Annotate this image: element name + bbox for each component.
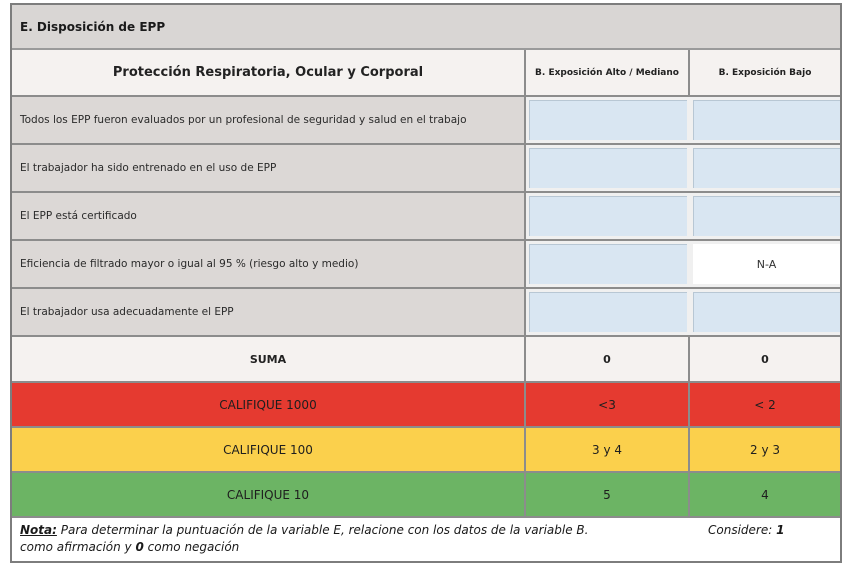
question-row <box>12 289 840 337</box>
answer-cell-high[interactable] <box>526 289 690 335</box>
answer-cell-high[interactable] <box>526 241 690 287</box>
question-text: Eficiencia de filtrado mayor o igual al 95 % (riesgo alto y medio) <box>12 241 526 287</box>
rating-threshold-low: 4 <box>690 473 840 516</box>
answer-cell-low[interactable] <box>690 193 840 239</box>
answer-cell-high[interactable] <box>526 97 690 143</box>
rating-threshold-low: 2 y 3 <box>690 428 840 471</box>
rating-threshold-high: <3 <box>526 383 690 426</box>
rating-row-10 <box>12 473 840 518</box>
footnote <box>12 518 840 561</box>
sum-value-high: 0 <box>526 337 690 381</box>
epp-table <box>10 3 842 563</box>
question-text: El EPP está certificado <box>12 193 526 239</box>
sum-label: SUMA <box>12 337 526 381</box>
rating-threshold-low: < 2 <box>690 383 840 426</box>
note-text: Para determinar la puntuación de la variable E, relacione con los datos de la variable B. <box>56 523 589 537</box>
rating-row-100 <box>12 428 840 473</box>
header-exposure-high: B. Exposición Alto / Mediano <box>526 50 690 95</box>
answer-cell-low[interactable] <box>690 145 840 191</box>
question-row <box>12 97 840 145</box>
question-row <box>12 145 840 193</box>
note-label: Nota: <box>20 523 57 537</box>
answer-cell-high[interactable] <box>526 145 690 191</box>
note-line2: como afirmación y 0 como negación <box>20 540 240 554</box>
section-title: E. Disposición de EPP <box>12 5 840 50</box>
question-text: El trabajador usa adecuadamente el EPP <box>12 289 526 335</box>
sum-row <box>12 337 840 383</box>
answer-cell-low[interactable] <box>690 97 840 143</box>
note-consider: Considere: 1 <box>708 523 785 537</box>
question-row <box>12 241 840 289</box>
rating-label: CALIFIQUE 1000 <box>12 383 526 426</box>
sum-value-low: 0 <box>690 337 840 381</box>
answer-cell-high[interactable] <box>526 193 690 239</box>
header-protection: Protección Respiratoria, Ocular y Corporal <box>12 50 526 95</box>
rating-label: CALIFIQUE 100 <box>12 428 526 471</box>
question-text: El trabajador ha sido entrenado en el uso de EPP <box>12 145 526 191</box>
answer-cell-low-na: N-A <box>690 241 840 287</box>
header-row <box>12 50 840 97</box>
rating-threshold-high: 3 y 4 <box>526 428 690 471</box>
rating-threshold-high: 5 <box>526 473 690 516</box>
question-text: Todos los EPP fueron evaluados por un profesional de seguridad y salud en el trabajo <box>12 97 526 143</box>
answer-cell-low[interactable] <box>690 289 840 335</box>
rating-row-1000 <box>12 383 840 428</box>
rating-label: CALIFIQUE 10 <box>12 473 526 516</box>
header-exposure-low: B. Exposición Bajo <box>690 50 840 95</box>
question-row <box>12 193 840 241</box>
